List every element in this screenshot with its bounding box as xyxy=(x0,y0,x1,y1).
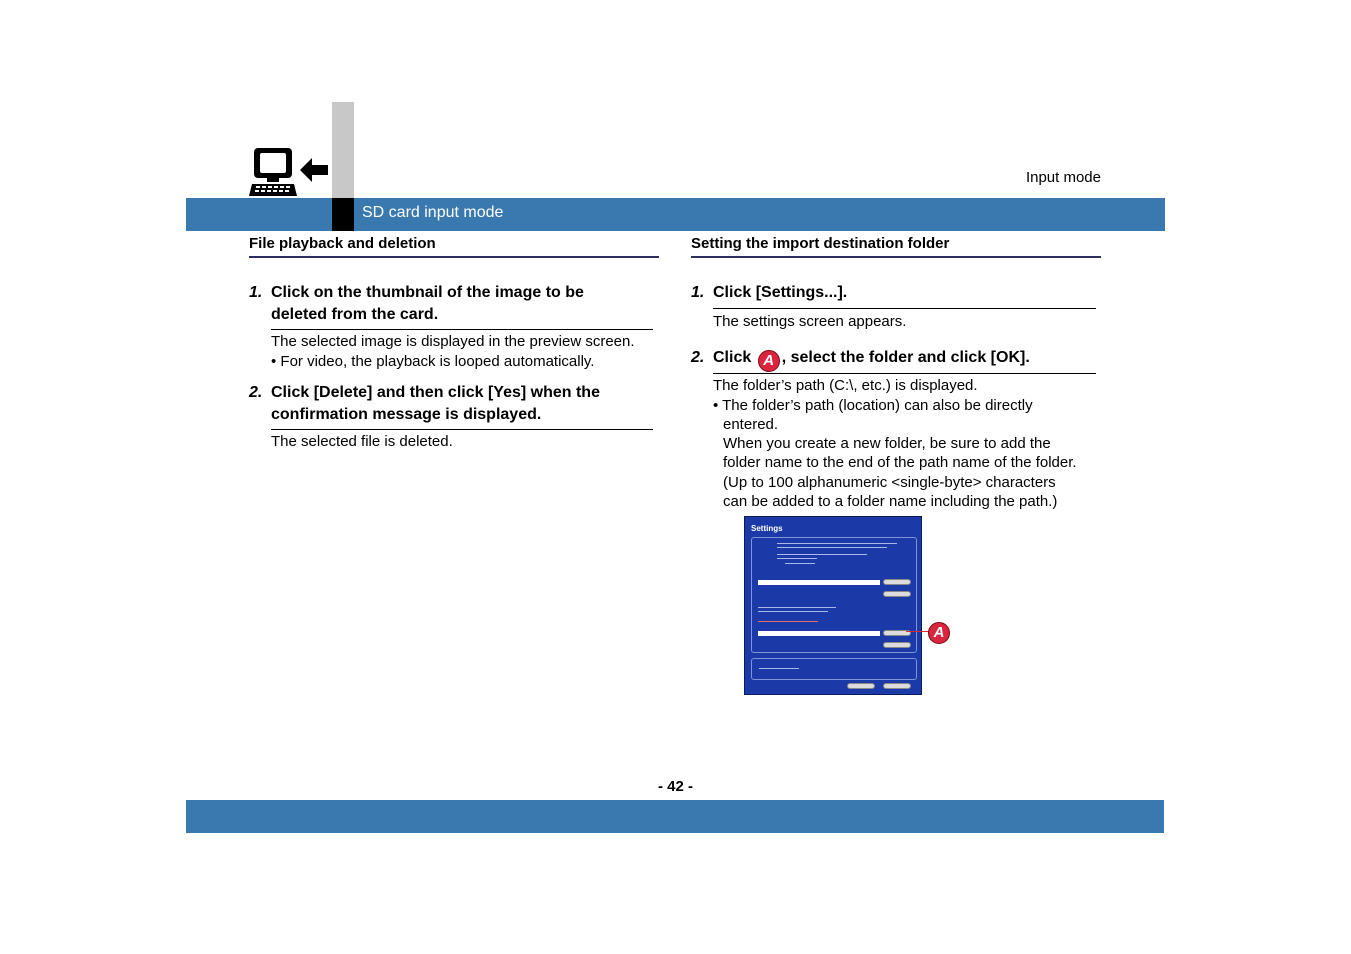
screenshot-ok-button xyxy=(847,683,875,689)
settings-screenshot xyxy=(744,516,922,695)
left-step-2-number: 2. xyxy=(249,384,263,401)
screenshot-title: Settings xyxy=(751,524,783,533)
callout-a-icon: A xyxy=(928,622,950,644)
right-step-2-body-6: (Up to 100 alphanumeric <single-byte> characters xyxy=(723,474,1056,491)
right-title-rule xyxy=(691,256,1101,258)
section-name: Input mode xyxy=(1025,169,1101,186)
header-gray-bar xyxy=(332,102,354,198)
right-step-1-body-1: The settings screen appears. xyxy=(713,313,907,330)
marker-a-icon: A xyxy=(758,350,780,372)
screenshot-path-field-2 xyxy=(758,631,880,636)
left-step-2-line-1: Click [Delete] and then click [Yes] when the xyxy=(271,384,600,401)
screenshot-cancel-button xyxy=(883,683,911,689)
left-step-1-body-2: • For video, the playback is looped automatically. xyxy=(271,353,595,370)
screenshot-open-folder-button-2 xyxy=(883,642,911,648)
left-step-1-number: 1. xyxy=(249,284,263,301)
left-title-rule xyxy=(249,256,659,258)
right-step-2-body-1: The folder’s path (C:\, etc.) is displayed. xyxy=(713,377,978,394)
left-step-2-rule xyxy=(271,429,653,430)
page-number: - 42 - xyxy=(657,778,693,795)
header-tab-marker xyxy=(332,198,354,231)
computer-input-icon xyxy=(248,146,330,198)
right-section-title: Setting the import destination folder xyxy=(691,235,950,252)
left-step-1-line-1: Click on the thumbnail of the image to be xyxy=(271,284,584,301)
right-step-2-body-7: can be added to a folder name including the path.) xyxy=(723,493,1058,510)
right-step-1-number: 1. xyxy=(691,284,705,301)
band-label: SD card input mode xyxy=(362,204,504,221)
right-step-2-text xyxy=(713,347,1030,372)
right-step-2-body-5: folder name to the end of the path name of the folder. xyxy=(723,454,1077,471)
footer-band xyxy=(186,800,1164,833)
right-step-2-rule xyxy=(713,373,1096,374)
left-step-2-body-1: The selected file is deleted. xyxy=(271,433,453,450)
screenshot-browse-button-1 xyxy=(883,579,911,585)
right-step-2-body-4: When you create a new folder, be sure to add the xyxy=(723,435,1051,452)
screenshot-group-options xyxy=(751,658,917,680)
left-step-1-body-1: The selected image is displayed in the preview screen. xyxy=(271,333,635,350)
left-step-1-rule xyxy=(271,329,653,330)
callout-line xyxy=(906,631,930,632)
right-step-2-number: 2. xyxy=(691,349,705,366)
right-step-1-text: Click [Settings...]. xyxy=(713,284,848,301)
screenshot-open-folder-button-1 xyxy=(883,591,911,597)
right-step-2-body-2: • The folder’s path (location) can also be directly xyxy=(713,397,1033,414)
left-step-1-line-2: deleted from the card. xyxy=(271,306,439,323)
left-step-2-line-2: confirmation message is displayed. xyxy=(271,406,542,423)
right-step-2-body-3: entered. xyxy=(723,416,779,433)
right-step-1-rule xyxy=(713,308,1096,309)
right-step-2-text-before: Click xyxy=(713,349,752,366)
left-section-title: File playback and deletion xyxy=(249,235,436,252)
right-step-2-text-after: , select the folder and click [OK]. xyxy=(781,349,1030,366)
screenshot-path-field-1 xyxy=(758,580,880,585)
